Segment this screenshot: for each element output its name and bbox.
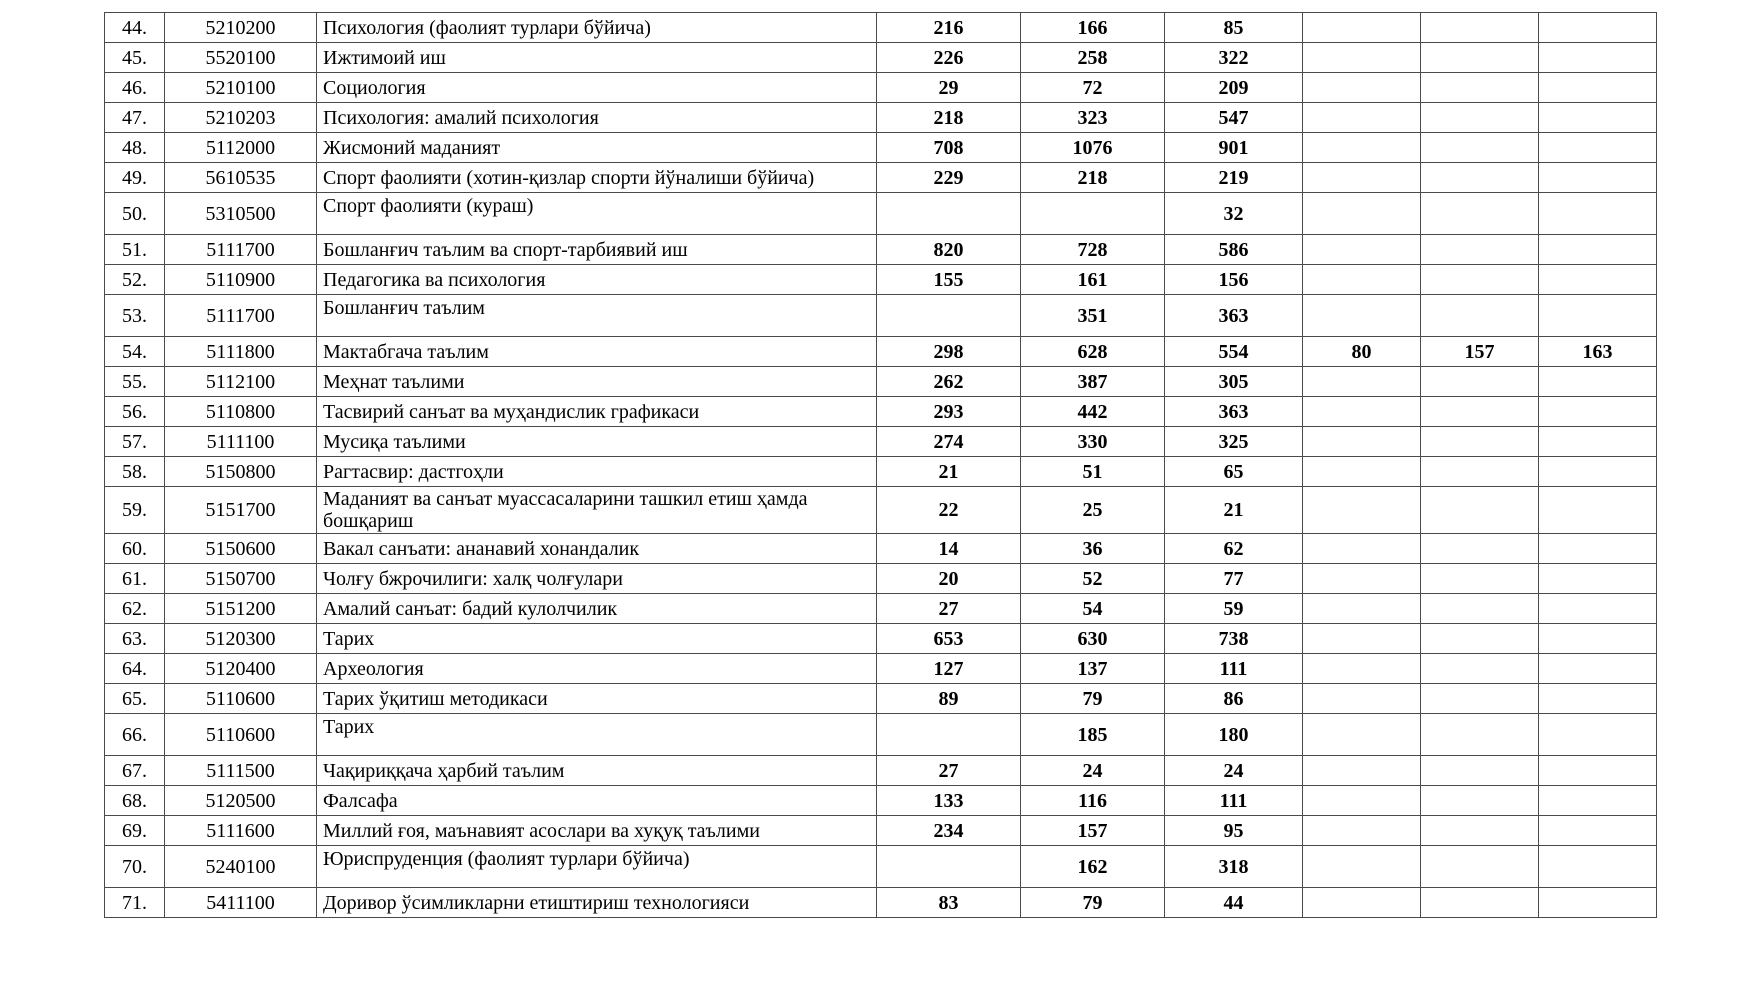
value-col-1: 234	[877, 816, 1021, 846]
row-number: 49.	[105, 163, 165, 193]
value-col-6	[1539, 534, 1657, 564]
specialty-code: 5110600	[165, 684, 317, 714]
table-row	[105, 265, 1657, 295]
value-col-5	[1421, 714, 1539, 756]
value-col-6	[1539, 43, 1657, 73]
row-number: 54.	[105, 337, 165, 367]
row-number: 59.	[105, 487, 165, 534]
specialty-code: 5240100	[165, 846, 317, 888]
value-col-5	[1421, 367, 1539, 397]
value-col-2: 116	[1021, 786, 1165, 816]
value-col-3: 44	[1165, 888, 1303, 918]
value-col-1: 27	[877, 594, 1021, 624]
table-row	[105, 594, 1657, 624]
value-col-3: 901	[1165, 133, 1303, 163]
value-col-3: 219	[1165, 163, 1303, 193]
value-col-4	[1303, 534, 1421, 564]
table-row	[105, 624, 1657, 654]
table-row	[105, 193, 1657, 235]
value-col-2: 79	[1021, 888, 1165, 918]
specialty-name: Психология: амалий психология	[317, 103, 877, 133]
specialty-code: 5110600	[165, 714, 317, 756]
value-col-5	[1421, 193, 1539, 235]
specialty-code: 5111700	[165, 295, 317, 337]
value-col-1: 27	[877, 756, 1021, 786]
value-col-6	[1539, 133, 1657, 163]
value-col-6	[1539, 564, 1657, 594]
specialty-name: Спорт фаолияти (хотин-қизлар спорти йўналиши бўйича)	[317, 163, 877, 193]
value-col-5	[1421, 487, 1539, 534]
value-col-4	[1303, 397, 1421, 427]
value-col-4	[1303, 487, 1421, 534]
value-col-2: 52	[1021, 564, 1165, 594]
table-row	[105, 295, 1657, 337]
row-number: 65.	[105, 684, 165, 714]
value-col-3: 209	[1165, 73, 1303, 103]
specialty-name: Фалсафа	[317, 786, 877, 816]
specialty-code: 5210203	[165, 103, 317, 133]
value-col-1: 293	[877, 397, 1021, 427]
value-col-4	[1303, 295, 1421, 337]
value-col-3: 59	[1165, 594, 1303, 624]
value-col-5	[1421, 756, 1539, 786]
row-number: 45.	[105, 43, 165, 73]
value-col-4	[1303, 624, 1421, 654]
row-number: 62.	[105, 594, 165, 624]
value-col-1: 298	[877, 337, 1021, 367]
value-col-4	[1303, 564, 1421, 594]
value-col-6	[1539, 163, 1657, 193]
value-col-1: 155	[877, 265, 1021, 295]
table-row	[105, 163, 1657, 193]
specialty-code: 5120500	[165, 786, 317, 816]
value-col-6	[1539, 265, 1657, 295]
value-col-6	[1539, 193, 1657, 235]
row-number: 61.	[105, 564, 165, 594]
table-row	[105, 816, 1657, 846]
value-col-6	[1539, 624, 1657, 654]
value-col-5	[1421, 163, 1539, 193]
value-col-5	[1421, 786, 1539, 816]
value-col-2: 387	[1021, 367, 1165, 397]
value-col-2: 351	[1021, 295, 1165, 337]
row-number: 56.	[105, 397, 165, 427]
value-col-5	[1421, 684, 1539, 714]
specialty-name: Доривор ўсимликларни етиштириш технологияси	[317, 888, 877, 918]
specialty-name: Чолғу бжрочилиги: халқ чолғулари	[317, 564, 877, 594]
value-col-2: 1076	[1021, 133, 1165, 163]
specialty-name: Психология (фаолият турлари бўйича)	[317, 13, 877, 43]
value-col-5	[1421, 235, 1539, 265]
value-col-3: 363	[1165, 397, 1303, 427]
specialty-name: Маданият ва санъат муассасаларини ташкил етиш ҳамда бошқариш	[317, 487, 877, 534]
value-col-1: 708	[877, 133, 1021, 163]
value-col-6	[1539, 13, 1657, 43]
value-col-2: 330	[1021, 427, 1165, 457]
value-col-4	[1303, 163, 1421, 193]
table-row	[105, 846, 1657, 888]
value-col-3: 21	[1165, 487, 1303, 534]
value-col-5	[1421, 427, 1539, 457]
specialty-code: 5151700	[165, 487, 317, 534]
value-col-1: 218	[877, 103, 1021, 133]
value-col-4	[1303, 133, 1421, 163]
value-col-1: 21	[877, 457, 1021, 487]
value-col-1: 820	[877, 235, 1021, 265]
value-col-2: 54	[1021, 594, 1165, 624]
value-col-3: 586	[1165, 235, 1303, 265]
table-row	[105, 73, 1657, 103]
row-number: 55.	[105, 367, 165, 397]
row-number: 53.	[105, 295, 165, 337]
specialty-name: Бошланғич таълим	[317, 295, 877, 337]
value-col-4: 80	[1303, 337, 1421, 367]
value-col-2: 72	[1021, 73, 1165, 103]
value-col-2: 24	[1021, 756, 1165, 786]
specialty-name: Социология	[317, 73, 877, 103]
value-col-6	[1539, 235, 1657, 265]
value-col-3: 86	[1165, 684, 1303, 714]
value-col-2: 258	[1021, 43, 1165, 73]
value-col-1: 22	[877, 487, 1021, 534]
table-row	[105, 337, 1657, 367]
value-col-3: 322	[1165, 43, 1303, 73]
table-body	[105, 13, 1657, 918]
value-col-5	[1421, 534, 1539, 564]
value-col-3: 305	[1165, 367, 1303, 397]
specialty-code: 5112100	[165, 367, 317, 397]
table-row	[105, 487, 1657, 534]
table-row	[105, 367, 1657, 397]
row-number: 44.	[105, 13, 165, 43]
value-col-1: 229	[877, 163, 1021, 193]
table-row	[105, 235, 1657, 265]
row-number: 58.	[105, 457, 165, 487]
row-number: 67.	[105, 756, 165, 786]
value-col-3: 180	[1165, 714, 1303, 756]
row-number: 70.	[105, 846, 165, 888]
table-row	[105, 457, 1657, 487]
specialty-code: 5120400	[165, 654, 317, 684]
value-col-6	[1539, 816, 1657, 846]
specialty-code: 5310500	[165, 193, 317, 235]
value-col-2: 161	[1021, 265, 1165, 295]
specialty-code: 5210100	[165, 73, 317, 103]
value-col-3: 77	[1165, 564, 1303, 594]
value-col-4	[1303, 103, 1421, 133]
value-col-6	[1539, 295, 1657, 337]
value-col-5	[1421, 816, 1539, 846]
specialty-code: 5610535	[165, 163, 317, 193]
row-number: 50.	[105, 193, 165, 235]
row-number: 60.	[105, 534, 165, 564]
value-col-1	[877, 846, 1021, 888]
specialty-name: Меҳнат таълими	[317, 367, 877, 397]
value-col-2: 630	[1021, 624, 1165, 654]
specialty-code: 5111700	[165, 235, 317, 265]
value-col-2	[1021, 193, 1165, 235]
specialty-code: 5520100	[165, 43, 317, 73]
table-row	[105, 103, 1657, 133]
value-col-4	[1303, 888, 1421, 918]
value-col-5	[1421, 13, 1539, 43]
value-col-4	[1303, 43, 1421, 73]
value-col-2: 137	[1021, 654, 1165, 684]
value-col-3: 24	[1165, 756, 1303, 786]
value-col-3: 85	[1165, 13, 1303, 43]
value-col-6	[1539, 73, 1657, 103]
specialty-code: 5110900	[165, 265, 317, 295]
value-col-5	[1421, 457, 1539, 487]
value-col-2: 185	[1021, 714, 1165, 756]
specialty-name: Педагогика ва психология	[317, 265, 877, 295]
value-col-2: 323	[1021, 103, 1165, 133]
table-row	[105, 684, 1657, 714]
value-col-1: 653	[877, 624, 1021, 654]
table-row	[105, 714, 1657, 756]
value-col-1: 89	[877, 684, 1021, 714]
value-col-4	[1303, 367, 1421, 397]
value-col-5	[1421, 103, 1539, 133]
table-row	[105, 13, 1657, 43]
value-col-1: 20	[877, 564, 1021, 594]
specialty-name: Миллий ғоя, маънавият асослари ва хуқуқ таълими	[317, 816, 877, 846]
value-col-2: 36	[1021, 534, 1165, 564]
table-row	[105, 888, 1657, 918]
specialty-code: 5150600	[165, 534, 317, 564]
value-col-1	[877, 295, 1021, 337]
value-col-4	[1303, 235, 1421, 265]
value-col-6	[1539, 786, 1657, 816]
value-col-3: 325	[1165, 427, 1303, 457]
value-col-6	[1539, 594, 1657, 624]
specialty-code: 5210200	[165, 13, 317, 43]
value-col-5	[1421, 397, 1539, 427]
specialty-code: 5120300	[165, 624, 317, 654]
value-col-3: 62	[1165, 534, 1303, 564]
value-col-3: 318	[1165, 846, 1303, 888]
value-col-3: 738	[1165, 624, 1303, 654]
value-col-3: 363	[1165, 295, 1303, 337]
specialty-name: Мусиқа таълими	[317, 427, 877, 457]
value-col-1: 216	[877, 13, 1021, 43]
value-col-1	[877, 714, 1021, 756]
value-col-2: 162	[1021, 846, 1165, 888]
value-col-2: 51	[1021, 457, 1165, 487]
value-col-6	[1539, 846, 1657, 888]
specialty-code: 5411100	[165, 888, 317, 918]
specialty-name: Амалий санъат: бадий кулолчилик	[317, 594, 877, 624]
value-col-5	[1421, 43, 1539, 73]
value-col-4	[1303, 427, 1421, 457]
row-number: 64.	[105, 654, 165, 684]
value-col-4	[1303, 756, 1421, 786]
value-col-3: 32	[1165, 193, 1303, 235]
value-col-4	[1303, 13, 1421, 43]
value-col-2: 218	[1021, 163, 1165, 193]
value-col-6	[1539, 714, 1657, 756]
value-col-5	[1421, 654, 1539, 684]
value-col-5	[1421, 265, 1539, 295]
row-number: 48.	[105, 133, 165, 163]
row-number: 52.	[105, 265, 165, 295]
value-col-1: 14	[877, 534, 1021, 564]
row-number: 69.	[105, 816, 165, 846]
value-col-4	[1303, 684, 1421, 714]
table-row	[105, 534, 1657, 564]
table-row	[105, 427, 1657, 457]
value-col-1: 262	[877, 367, 1021, 397]
value-col-1: 133	[877, 786, 1021, 816]
specialty-name: Юриспруденция (фаолият турлари бўйича)	[317, 846, 877, 888]
table-row	[105, 397, 1657, 427]
row-number: 63.	[105, 624, 165, 654]
value-col-3: 111	[1165, 654, 1303, 684]
value-col-4	[1303, 786, 1421, 816]
specialty-code: 5151200	[165, 594, 317, 624]
row-number: 57.	[105, 427, 165, 457]
value-col-5	[1421, 846, 1539, 888]
table-row	[105, 786, 1657, 816]
table-row	[105, 756, 1657, 786]
value-col-2: 628	[1021, 337, 1165, 367]
value-col-6	[1539, 888, 1657, 918]
specialty-code: 5110800	[165, 397, 317, 427]
value-col-1: 226	[877, 43, 1021, 73]
specialty-code: 5111500	[165, 756, 317, 786]
value-col-3: 95	[1165, 816, 1303, 846]
specialty-code: 5111800	[165, 337, 317, 367]
value-col-2: 25	[1021, 487, 1165, 534]
value-col-5	[1421, 564, 1539, 594]
specialty-name: Тарих	[317, 714, 877, 756]
specialty-name: Спорт фаолияти (кураш)	[317, 193, 877, 235]
value-col-6	[1539, 756, 1657, 786]
specialty-name: Тарих ўқитиш методикаси	[317, 684, 877, 714]
specialty-name: Мактабгача таълим	[317, 337, 877, 367]
table-row	[105, 133, 1657, 163]
value-col-4	[1303, 594, 1421, 624]
specialty-name: Ижтимоий иш	[317, 43, 877, 73]
value-col-6	[1539, 487, 1657, 534]
value-col-4	[1303, 714, 1421, 756]
value-col-2: 442	[1021, 397, 1165, 427]
value-col-5	[1421, 295, 1539, 337]
specialty-name: Жисмоний маданият	[317, 133, 877, 163]
value-col-2: 166	[1021, 13, 1165, 43]
value-col-6	[1539, 103, 1657, 133]
value-col-5	[1421, 624, 1539, 654]
specialty-code: 5111100	[165, 427, 317, 457]
row-number: 46.	[105, 73, 165, 103]
value-col-2: 728	[1021, 235, 1165, 265]
value-col-6	[1539, 427, 1657, 457]
value-col-4	[1303, 846, 1421, 888]
value-col-1	[877, 193, 1021, 235]
specialty-code: 5112000	[165, 133, 317, 163]
value-col-2: 157	[1021, 816, 1165, 846]
specialty-name: Тасвирий санъат ва муҳандислик графикаси	[317, 397, 877, 427]
value-col-5	[1421, 594, 1539, 624]
value-col-4	[1303, 816, 1421, 846]
specialty-code: 5150700	[165, 564, 317, 594]
specialty-name: Бошланғич таълим ва спорт-тарбиявий иш	[317, 235, 877, 265]
value-col-6: 163	[1539, 337, 1657, 367]
specialty-name: Чақириққача ҳарбий таълим	[317, 756, 877, 786]
value-col-5	[1421, 888, 1539, 918]
row-number: 71.	[105, 888, 165, 918]
specialties-table	[104, 12, 1657, 918]
row-number: 66.	[105, 714, 165, 756]
value-col-6	[1539, 457, 1657, 487]
table-row	[105, 43, 1657, 73]
specialty-name: Тарих	[317, 624, 877, 654]
value-col-3: 547	[1165, 103, 1303, 133]
value-col-1: 274	[877, 427, 1021, 457]
value-col-3: 156	[1165, 265, 1303, 295]
value-col-5	[1421, 73, 1539, 103]
value-col-4	[1303, 265, 1421, 295]
table-row	[105, 564, 1657, 594]
value-col-4	[1303, 73, 1421, 103]
specialty-name: Рагтасвир: дастгоҳли	[317, 457, 877, 487]
table-row	[105, 654, 1657, 684]
value-col-6	[1539, 367, 1657, 397]
value-col-5	[1421, 133, 1539, 163]
specialty-code: 5111600	[165, 816, 317, 846]
value-col-3: 554	[1165, 337, 1303, 367]
row-number: 47.	[105, 103, 165, 133]
specialty-code: 5150800	[165, 457, 317, 487]
specialty-name: Вакал санъати: ананавий хонандалик	[317, 534, 877, 564]
value-col-2: 79	[1021, 684, 1165, 714]
value-col-5: 157	[1421, 337, 1539, 367]
value-col-3: 111	[1165, 786, 1303, 816]
row-number: 68.	[105, 786, 165, 816]
value-col-1: 127	[877, 654, 1021, 684]
value-col-4	[1303, 193, 1421, 235]
value-col-6	[1539, 397, 1657, 427]
value-col-4	[1303, 457, 1421, 487]
value-col-1: 83	[877, 888, 1021, 918]
value-col-3: 65	[1165, 457, 1303, 487]
specialty-name: Археология	[317, 654, 877, 684]
value-col-1: 29	[877, 73, 1021, 103]
value-col-6	[1539, 684, 1657, 714]
value-col-4	[1303, 654, 1421, 684]
value-col-6	[1539, 654, 1657, 684]
row-number: 51.	[105, 235, 165, 265]
